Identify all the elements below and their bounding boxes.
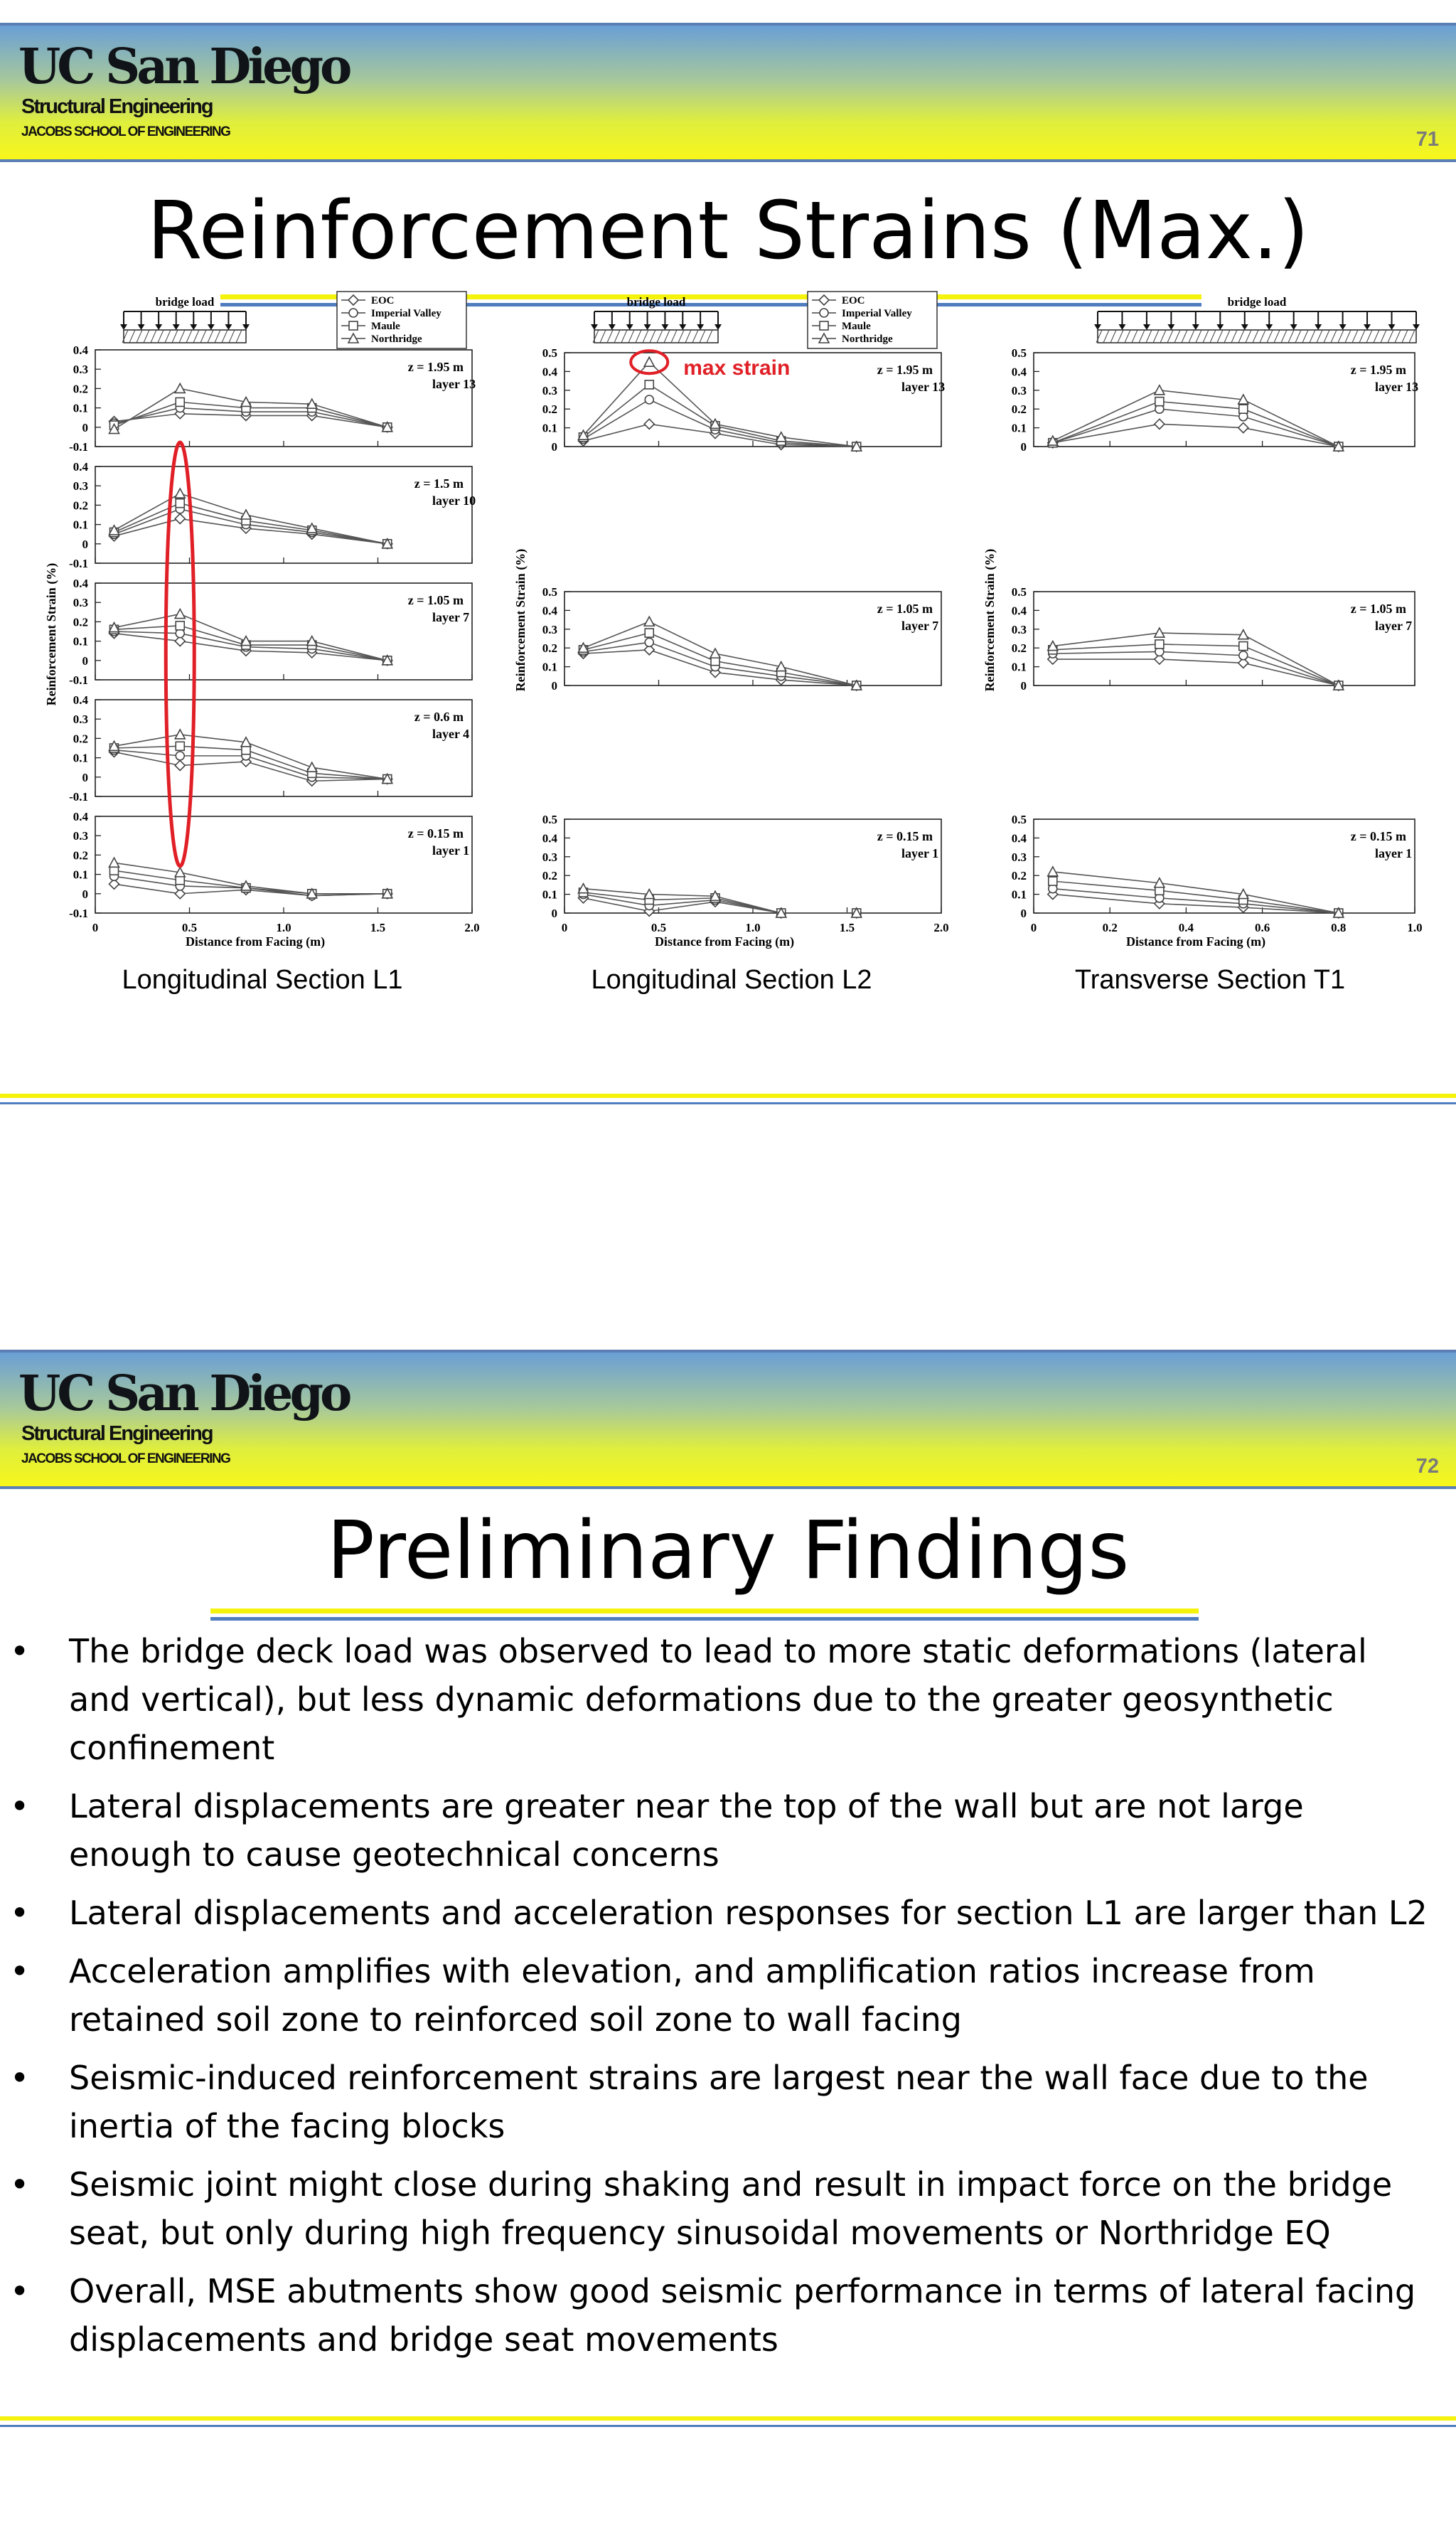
x-tick-label: 0.5 [181,921,198,934]
load-arrow-head [1290,324,1297,330]
finding-text: Acceleration amplifies with elevation, and amplification ratios increase from retained soil zone to reinforced soil zone to wall facing [69,1952,1315,2039]
y-tick-label: 0.4 [542,365,557,379]
finding-item [0,1782,1456,1879]
load-arrow-head [1315,324,1322,330]
y-tick-label: 0.1 [73,518,88,532]
finding-item [0,1889,1456,1937]
logo-school: JACOBS SCHOOL OF ENGINEERING [21,1451,230,1466]
panel-depth-label: z = 0.15 m [407,826,464,841]
data-point [645,380,653,389]
load-arrow-head [1241,324,1248,330]
y-tick-label: 0 [82,770,88,784]
x-tick-label: 1.0 [1407,921,1423,934]
y-tick-label: 0.4 [73,460,88,474]
x-tick-label: 1.0 [745,921,761,934]
load-arrow-head [1388,324,1396,330]
load-arrow-head [173,324,180,330]
y-tick-label: 0.2 [73,615,88,629]
x-axis-label: Distance from Facing (m) [185,934,326,949]
legend-marker [820,321,828,330]
strain-figure [0,295,1456,1118]
legend-marker [349,309,358,317]
data-point [176,742,184,750]
panel-layer-label: layer 13 [1375,380,1419,394]
y-tick-label: 0 [1020,907,1027,920]
load-arrow-head [1339,324,1347,330]
y-tick-label: 0.3 [1011,622,1027,636]
y-tick-label: 0.5 [1011,346,1027,360]
x-tick-label: 1.5 [370,921,386,934]
load-arrow-head [1094,324,1101,330]
y-axis-label: Reinforcement Strain (%) [44,562,58,706]
x-tick-label: 1.0 [276,921,291,934]
y-axis-label: Reinforcement Strain (%) [513,548,528,692]
x-axis-label: Distance from Facing (m) [654,934,795,949]
x-tick-label: 0.4 [1178,921,1194,934]
y-tick-label: 0 [1020,679,1027,693]
y-tick-label: 0.3 [73,596,88,610]
footer-divider-blue [0,1102,1456,1104]
y-tick-label: 0.1 [1011,660,1027,674]
panel-depth-label: z = 1.05 m [1350,602,1406,616]
x-tick-label: 2.0 [464,921,480,934]
panel-depth-label: z = 1.95 m [407,360,464,374]
load-arrow-head [225,324,232,330]
y-tick-label: 0.3 [1011,383,1027,398]
data-point [1239,651,1248,660]
bullet: • [10,2165,30,2204]
y-tick-label: 0.5 [1011,813,1027,826]
legend-marker [349,321,358,330]
y-tick-label: 0.1 [73,401,88,415]
footer-divider-yellow [0,2416,1456,2421]
y-tick-label: 0.1 [73,634,88,649]
bullet: • [10,1787,30,1825]
y-tick-label: 0.1 [542,421,557,435]
panel-depth-label: z = 0.15 m [877,829,933,843]
y-tick-label: 0.3 [1011,850,1027,864]
load-arrow-head [626,324,633,330]
load-arrow-head [679,324,686,330]
x-tick-label: 0.5 [651,921,667,934]
panel-depth-label: z = 1.95 m [1350,363,1406,377]
data-point [645,638,653,646]
y-tick-label: -0.1 [69,557,88,570]
x-tick-label: 0 [561,921,568,934]
bridge-deck-hatch [594,330,718,343]
data-point [1049,877,1057,885]
y-tick-label: 0.4 [542,604,557,618]
panel-depth-label: z = 0.15 m [1350,829,1406,843]
data-point [1239,405,1248,413]
y-tick-label: 0.2 [1011,869,1027,883]
bullet: • [10,1952,30,1990]
finding-item [0,1627,1456,1772]
x-tick-label: 0.8 [1331,921,1347,934]
data-point [176,398,184,406]
y-tick-label: 0 [82,420,88,434]
section-caption: Transverse Section T1 [1074,965,1346,995]
logo-department: Structural Engineering [21,95,213,118]
panel-layer-label: layer 4 [432,727,470,741]
y-tick-label: 0.2 [73,498,88,513]
legend-entry: Imperial Valley [842,308,912,319]
load-arrow-head [155,324,162,330]
x-tick-label: 0.6 [1254,921,1270,934]
y-axis-label: Reinforcement Strain (%) [983,548,997,692]
y-tick-label: 0.4 [73,577,88,590]
x-axis-label: Distance from Facing (m) [1125,934,1266,949]
title-divider-blue [210,1617,1199,1621]
panel-layer-label: layer 7 [432,610,470,624]
load-arrow-head [714,324,722,330]
y-tick-label: 0.2 [1011,641,1027,656]
data-point [176,499,184,508]
logo-school: JACOBS SCHOOL OF ENGINEERING [21,124,230,139]
slide-title: Preliminary Findings [326,1505,1130,1597]
footer-divider-blue [0,2425,1456,2427]
x-tick-label: 0 [1030,921,1037,934]
logo-department: Structural Engineering [21,1422,213,1445]
y-tick-label: 0.3 [73,713,88,727]
x-tick-label: 0.2 [1102,921,1118,934]
data-point [176,622,184,630]
data-point [1155,640,1164,649]
legend-marker [820,309,828,317]
y-tick-label: 0.1 [73,751,88,765]
finding-text: Seismic joint might close during shaking and result in impact force on the bridge seat, but only during high frequency sinusoidal movements or Northridge EQ [69,2165,1393,2252]
y-tick-label: 0 [1020,440,1027,454]
header-banner [0,23,1456,162]
y-tick-label: 0.5 [542,346,557,360]
bridge-load-label: bridge load [1227,295,1287,309]
bridge-load-label: bridge load [155,295,215,309]
x-tick-label: 2.0 [933,921,949,934]
y-tick-label: 0.2 [73,732,88,746]
finding-item [0,1947,1456,2044]
load-arrow-head [138,324,145,330]
y-tick-label: 0.3 [542,383,557,398]
y-tick-label: 0 [551,440,557,454]
load-arrow-head [1364,324,1371,330]
y-tick-label: 0.1 [1011,887,1027,902]
bullet: • [10,2059,30,2097]
panel-layer-label: layer 7 [1375,619,1413,633]
bridge-deck-hatch [1098,330,1416,343]
load-arrow-head [242,324,250,330]
load-arrow-head [609,324,616,330]
load-arrow-head [1118,324,1125,330]
footer-divider-yellow [0,1094,1456,1098]
y-tick-label: 0.1 [542,887,557,902]
slide-71 [0,23,1456,1118]
legend-entry: Imperial Valley [371,308,441,319]
y-tick-label: 0.4 [1011,831,1027,846]
panel-depth-label: z = 1.5 m [414,476,464,491]
y-tick-label: 0.4 [1011,604,1027,618]
y-tick-label: -0.1 [69,673,88,687]
load-arrow-head [697,324,704,330]
bridge-load-label: bridge load [626,295,686,309]
y-tick-label: -0.1 [69,790,88,804]
y-tick-label: 0 [82,887,88,901]
panel-layer-label: layer 7 [901,619,939,633]
bullet: • [10,1894,30,1932]
finding-text: Seismic-induced reinforcement strains are largest near the wall face due to the inertia of the facing blocks [69,2059,1369,2145]
load-arrow-head [1265,324,1273,330]
x-tick-label: 1.5 [839,921,855,934]
panel-layer-label: layer 13 [901,380,946,394]
load-arrow-head [120,324,127,330]
panel-layer-label: layer 1 [432,843,470,858]
panel-layer-label: layer 1 [1375,846,1413,860]
finding-text: Overall, MSE abutments show good seismic performance in terms of lateral facing displacements and bridge seat movements [69,2272,1416,2359]
data-point [176,752,184,760]
data-point [645,629,653,637]
load-arrow-head [1167,324,1174,330]
load-arrow-head [644,324,651,330]
load-arrow-head [1413,324,1420,330]
finding-text: Lateral displacements and acceleration responses for section L1 are larger than L2 [69,1894,1428,1932]
y-tick-label: 0.1 [73,868,88,882]
legend-entry: Maule [842,321,871,332]
x-tick-label: 0 [92,921,99,934]
panel-depth-label: z = 0.6 m [414,710,464,724]
panel-depth-label: z = 1.05 m [407,593,464,607]
y-tick-label: 0.5 [1011,585,1027,599]
ucsd-logo: UC San Diego [18,38,349,95]
load-arrow-head [591,324,598,330]
finding-text: The bridge deck load was observed to lead to more static deformations (lateral and vertical), but less dynamic deformations due to the greater geosynthetic confinement [69,1632,1367,1767]
y-tick-label: 0.2 [542,641,557,656]
load-arrow-head [208,324,215,330]
y-tick-label: 0.5 [542,585,557,599]
bullet: • [10,1632,30,1670]
panel-depth-label: z = 1.95 m [877,363,933,377]
data-point [1239,642,1248,651]
load-arrow-head [1192,324,1199,330]
y-tick-label: 0.3 [542,622,557,636]
panel-layer-label: layer 10 [432,494,476,508]
y-tick-label: 0.2 [73,848,88,863]
bullet: • [10,2272,30,2310]
y-tick-label: 0.4 [73,343,88,357]
data-point [645,395,653,404]
legend-entry: EOC [842,295,865,306]
legend-entry: Northridge [371,334,422,345]
y-tick-label: 0 [82,654,88,668]
finding-item [0,2054,1456,2150]
panel-layer-label: layer 1 [901,846,939,860]
header-banner [0,1350,1456,1489]
section-caption: Longitudinal Section L1 [122,965,403,995]
legend-entry: EOC [371,295,395,306]
legend-entry: Maule [371,321,400,332]
y-tick-label: 0.3 [73,479,88,494]
finding-text: Lateral displacements are greater near the top of the wall but are not large enough to cause geotechnical concerns [69,1787,1304,1874]
page-number: 71 [1415,128,1439,151]
y-tick-label: 0.3 [73,363,88,377]
y-tick-label: 0.1 [542,660,557,674]
slide-72 [0,1350,1456,2445]
y-tick-label: -0.1 [69,907,88,920]
load-arrow-head [1216,324,1224,330]
bridge-deck-hatch [124,330,246,343]
y-tick-label: 0 [82,537,88,551]
max-strain-label: max strain [683,356,791,380]
load-arrow-head [661,324,668,330]
y-tick-label: 0.4 [73,693,88,707]
legend-entry: Northridge [842,334,893,345]
panel-depth-label: z = 1.05 m [877,602,933,616]
finding-item [0,2160,1456,2257]
y-tick-label: 0.2 [73,382,88,396]
data-point [1155,398,1164,406]
y-tick-label: 0.2 [542,869,557,883]
slide-title: Reinforcement Strains (Max.) [146,185,1310,277]
load-arrow-head [1143,324,1150,330]
y-tick-label: 0.3 [542,850,557,864]
y-tick-label: 0.1 [1011,421,1027,435]
y-tick-label: 0.5 [542,813,557,826]
findings-list [0,1627,1456,2374]
load-arrow-head [190,324,197,330]
y-tick-label: 0.2 [542,402,557,417]
y-tick-label: 0.4 [73,810,88,823]
y-tick-label: 0 [551,679,557,693]
panel-layer-label: layer 13 [432,377,476,391]
section-caption: Longitudinal Section L2 [591,965,872,995]
finding-item [0,2267,1456,2364]
y-tick-label: 0.4 [542,831,557,846]
ucsd-logo: UC San Diego [18,1365,349,1422]
y-tick-label: 0.2 [1011,402,1027,417]
y-tick-label: 0 [551,907,557,920]
y-tick-label: 0.4 [1011,365,1027,379]
y-tick-label: -0.1 [69,440,88,454]
page-number: 72 [1415,1455,1439,1478]
y-tick-label: 0.3 [73,829,88,843]
title-divider-yellow [210,1609,1199,1613]
